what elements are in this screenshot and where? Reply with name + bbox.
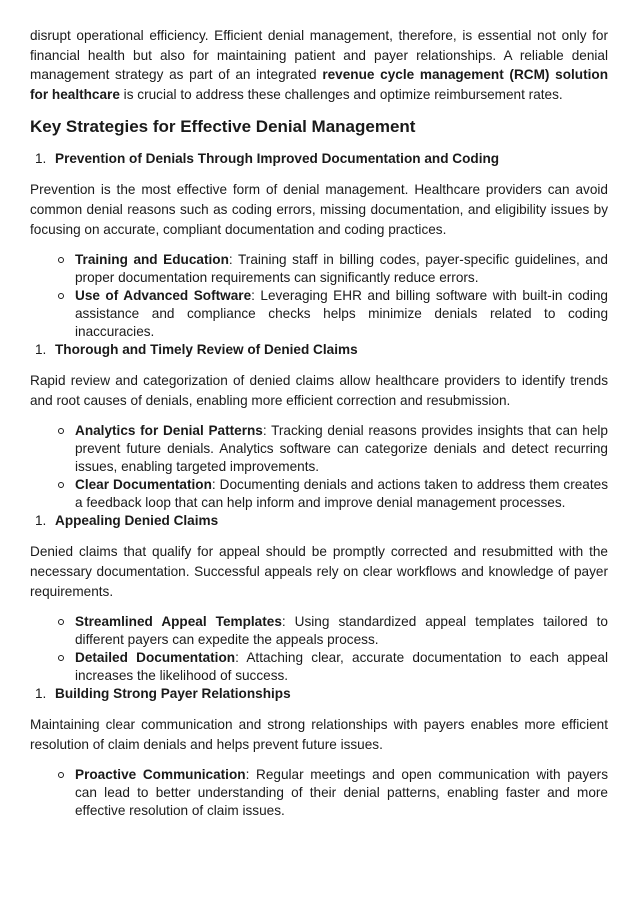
bullet-text: : Regular meetings and open communication with payers can lead to better understanding of their denial patterns, enabling faster and more effective resolution of claim issues. <box>75 767 608 819</box>
section-heading: Key Strategies for Effective Denial Management <box>30 117 416 137</box>
item-title: Thorough and Timely Review of Denied Claims <box>55 342 358 358</box>
list-item <box>30 251 608 287</box>
circle-bullet-icon <box>58 257 64 263</box>
list-item <box>30 287 608 341</box>
item-title: Building Strong Payer Relationships <box>55 686 291 702</box>
bullet-list <box>30 613 608 685</box>
bullet-text: : Documenting denials and actions taken to address them creates a feedback loop that can help inform and improve denial management processes. <box>75 477 608 511</box>
intro-text-2: is crucial to address these challenges and optimize reimbursement rates. <box>119 86 563 102</box>
intro-text-1: disrupt operational efficiency. Efficient denial management, therefore, is essential not only for financial health but also for maintaining patient and payer relationships. A reliable denial management strategy as part of an integrated <box>30 28 608 83</box>
bullet-text: : Tracking denial reasons provides insights that can help prevent future denials. Analytics software can categorize denials and detect recurring issues, enabling targeted improvements. <box>75 423 608 475</box>
numbered-item-title <box>30 512 608 530</box>
circle-bullet-icon <box>58 482 64 488</box>
list-item <box>30 422 608 476</box>
numbered-item-title <box>30 150 608 168</box>
intro-paragraph <box>30 26 608 104</box>
bullet-term: Analytics for Denial Patterns <box>75 423 263 439</box>
bullet-term: Training and Education <box>75 252 229 268</box>
bullet-list <box>30 766 608 820</box>
item-number: 1. <box>35 151 47 167</box>
bullet-list <box>30 422 608 512</box>
list-item <box>30 766 608 820</box>
section-paragraph: Denied claims that qualify for appeal should be promptly corrected and resubmitted with the necessary documentation. Successful appeals rely on clear workflows and knowledge of payer requirements. <box>30 544 608 599</box>
bullet-text: : Leveraging EHR and billing software with built-in coding assistance and compliance checks helps minimize denials related to coding inaccuracies. <box>75 288 608 340</box>
numbered-item-title <box>30 341 608 359</box>
item-number: 1. <box>35 513 47 529</box>
bullet-list <box>30 251 608 341</box>
item-number: 1. <box>35 686 47 702</box>
bullet-text: : Using standardized appeal templates tailored to different payers can expedite the appeals process. <box>75 614 608 648</box>
circle-bullet-icon <box>58 619 64 625</box>
bullet-term: Detailed Documentation <box>75 650 236 666</box>
item-number: 1. <box>35 342 47 358</box>
circle-bullet-icon <box>58 293 64 299</box>
section-paragraph: Rapid review and categorization of denied claims allow healthcare providers to identify trends and root causes of denials, enabling more efficient correction and resubmission. <box>30 373 608 408</box>
item-title: Prevention of Denials Through Improved Documentation and Coding <box>55 151 500 167</box>
list-item <box>30 476 608 512</box>
circle-bullet-icon <box>58 772 64 778</box>
bullet-text: : Training staff in billing codes, payer-specific guidelines, and proper documentation requirements can significantly reduce errors. <box>75 252 608 286</box>
circle-bullet-icon <box>58 655 64 661</box>
circle-bullet-icon <box>58 428 64 434</box>
bullet-term: Use of Advanced Software <box>75 288 252 304</box>
bullet-term: Clear Documentation <box>75 477 212 493</box>
section-paragraph: Prevention is the most effective form of denial management. Healthcare providers can avoid common denial reasons such as coding errors, missing documentation, and eligibility issues by focusing on accurate, compliant documentation and coding practices. <box>30 182 608 237</box>
list-item <box>30 613 608 649</box>
section-paragraph: Maintaining clear communication and strong relationships with payers enables more efficient resolution of claim denials and helps prevent future issues. <box>30 717 608 752</box>
bullet-term: Streamlined Appeal Templates <box>75 614 282 630</box>
intro-link-rcm[interactable]: revenue cycle management (RCM) solution for healthcare <box>30 67 608 102</box>
bullet-text: : Attaching clear, accurate documentation to each appeal increases the likelihood of success. <box>75 650 608 684</box>
document-page <box>30 26 608 820</box>
bullet-term: Proactive Communication <box>75 767 246 783</box>
list-item <box>30 649 608 685</box>
item-title: Appealing Denied Claims <box>55 513 219 529</box>
numbered-item-title <box>30 685 608 703</box>
